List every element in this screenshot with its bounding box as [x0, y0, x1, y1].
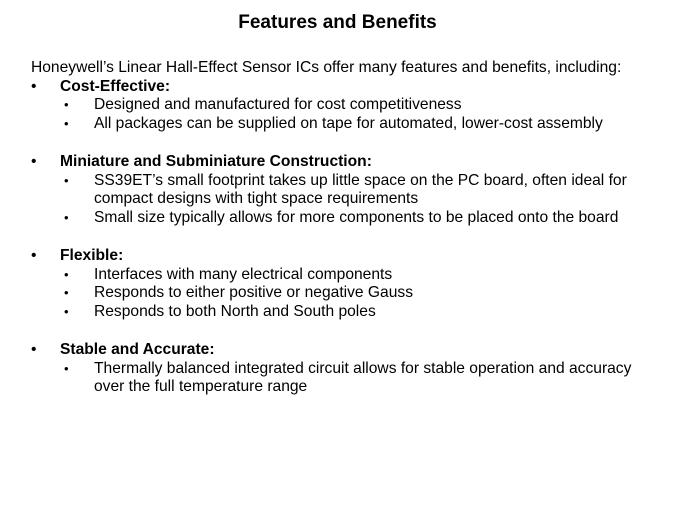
list-item — [64, 359, 651, 397]
bullet-marker: • — [64, 115, 69, 131]
slide-title: Features and Benefits — [238, 12, 437, 33]
bullet-marker: • — [31, 247, 37, 264]
section-stable-accurate — [31, 341, 651, 397]
list-item — [64, 265, 651, 285]
list-item — [64, 284, 651, 303]
section-heading: Cost-Effective: — [60, 77, 171, 95]
list-item-text: Responds to both North and South poles — [94, 302, 376, 320]
bullet-marker: • — [31, 341, 37, 358]
bullet-marker: • — [64, 285, 69, 300]
list-item-text: Small size typically allows for more components to be placed onto the board — [94, 208, 619, 226]
section-heading: Flexible: — [60, 247, 124, 264]
list-item — [64, 114, 651, 134]
list-item — [64, 208, 651, 228]
bullet-marker: • — [31, 153, 37, 170]
bullet-marker: • — [64, 303, 69, 319]
list-item-text: Interfaces with many electrical components — [94, 265, 393, 283]
section-miniature-construction — [31, 153, 651, 227]
section-flexible — [31, 247, 651, 321]
list-item-text: Designed and manufactured for cost competitiveness — [94, 96, 462, 113]
bullet-marker: • — [64, 266, 69, 282]
intro-text: Honeywell’s Linear Hall-Effect Sensor ICs offer many features and benefits, including: — [31, 59, 622, 76]
list-item-text: SS39ET’s small footprint takes up little space on the PC board, often ideal for compact designs with tight space requirements — [94, 171, 627, 207]
section-heading: Miniature and Subminiature Construction: — [60, 153, 372, 170]
bullet-marker: • — [31, 77, 37, 95]
bullet-marker: • — [64, 360, 69, 376]
list-item-text: Thermally balanced integrated circuit allows for stable operation and accuracy over the full temperature range — [94, 359, 632, 395]
list-item-text: All packages can be supplied on tape for automated, lower-cost assembly — [94, 114, 603, 132]
list-item — [64, 171, 651, 209]
list-item — [64, 302, 651, 322]
list-item — [64, 96, 651, 115]
bullet-marker: • — [64, 172, 69, 188]
section-heading: Stable and Accurate: — [60, 341, 215, 358]
slide-body — [31, 59, 651, 397]
list-item-text: Responds to either positive or negative Gauss — [94, 284, 413, 301]
bullet-marker: • — [64, 97, 69, 112]
section-cost-effective — [31, 78, 651, 134]
bullet-marker: • — [64, 209, 69, 225]
